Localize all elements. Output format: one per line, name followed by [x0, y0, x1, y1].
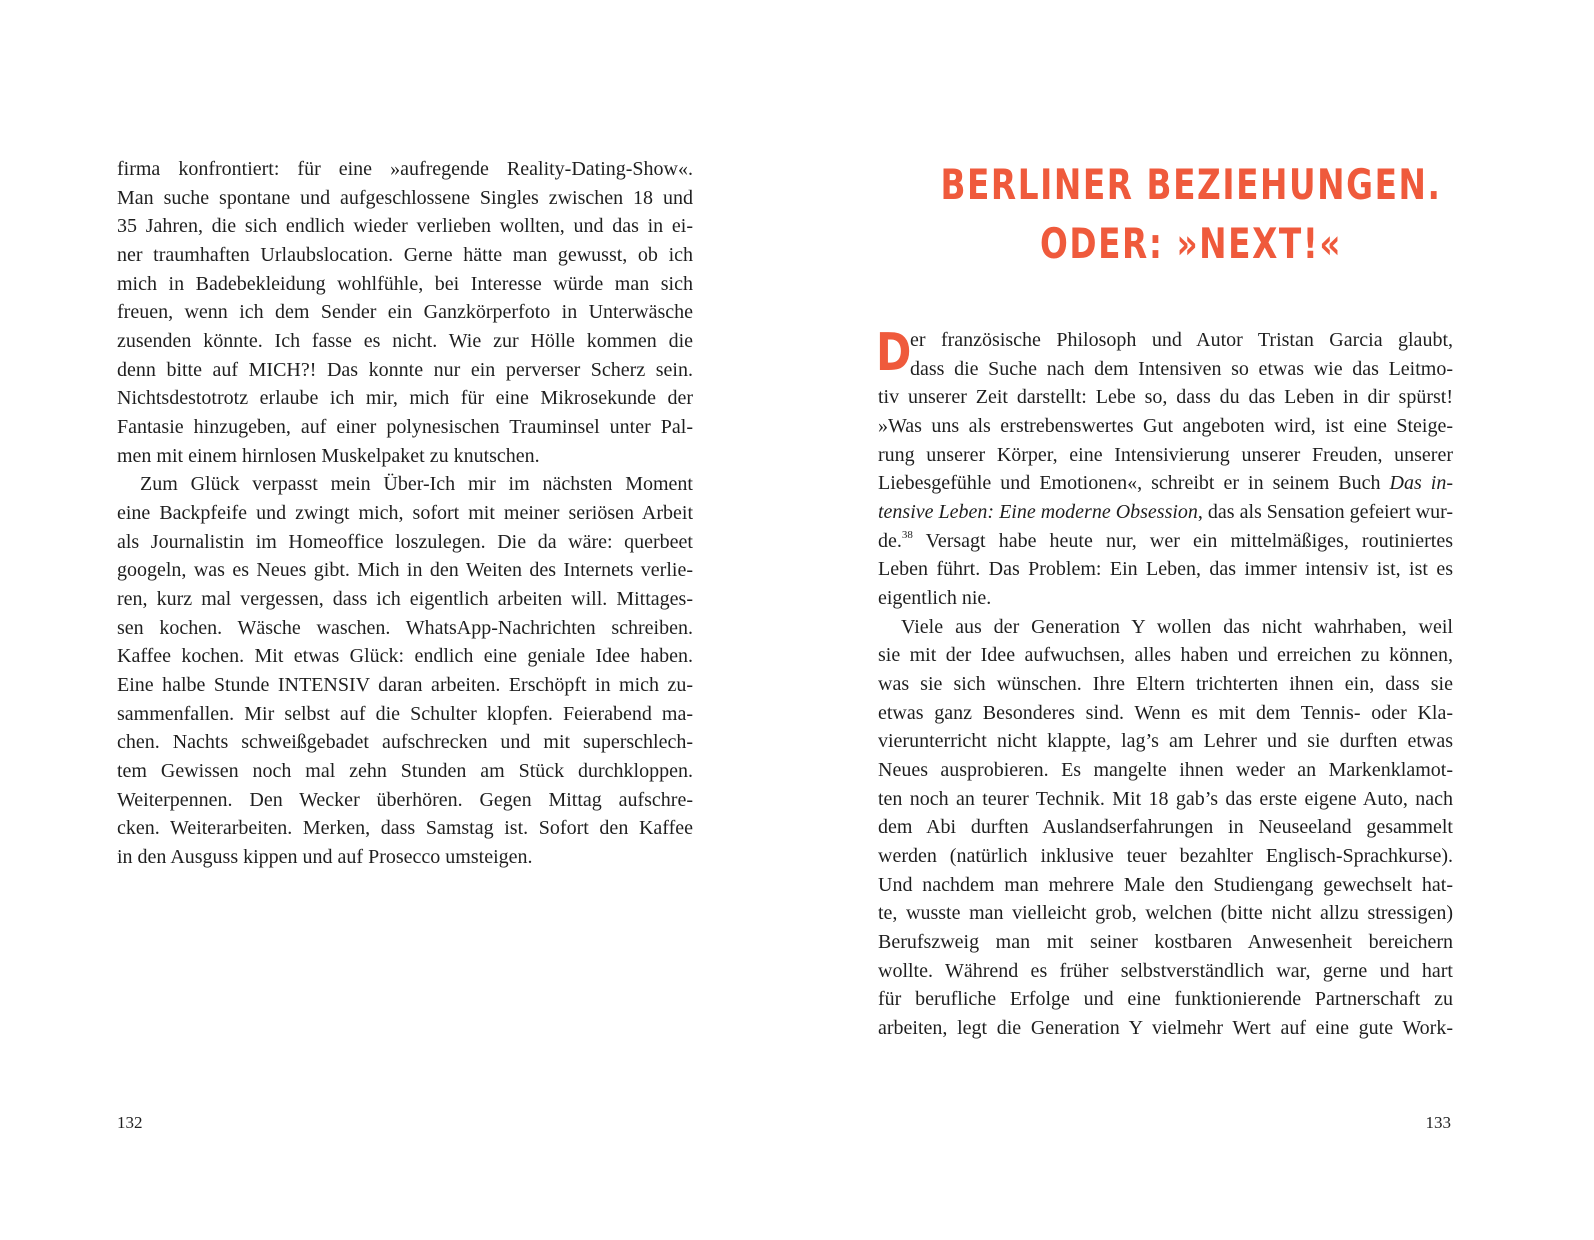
text-line: freuen, wenn ich dem Sender ein Ganzkörperfoto in Unterwäsche [117, 301, 693, 323]
page-number: 132 [117, 1113, 143, 1132]
text-line: eigentlich nie. [878, 587, 992, 609]
text-line: rung unserer Körper, eine Intensivierung unserer Freuden, unserer [878, 444, 1453, 466]
text-line: wollte. Während es früher selbstverständlich war, gerne und hart [878, 960, 1453, 982]
text-line: Eine halbe Stunde INTENSIV daran arbeiten. Erschöpft in mich zu- [117, 674, 693, 696]
text-line: zusenden könnte. Ich fasse es nicht. Wie zur Hölle kommen die [117, 330, 693, 352]
book-title: tensive Leben: Eine moderne Obsession [878, 501, 1198, 523]
text-line: sammenfallen. Mir selbst auf die Schulter klopfen. Feierabend ma- [117, 703, 693, 725]
text-line: 35 Jahren, die sich endlich wieder verlieben wollten, und das in ei- [117, 215, 693, 237]
text-line: dem Abi durften Auslandserfahrungen in Neuseeland gesammelt [878, 816, 1453, 838]
page-number: 133 [1425, 1113, 1451, 1132]
drop-cap: D [876, 323, 912, 383]
text-line: dass die Suche nach dem Intensiven so etwas wie das Leitmo- [910, 358, 1453, 380]
text-line: firma konfrontiert: für eine »aufregende Reality-Dating-Show«. [117, 158, 693, 180]
text-line: te, wusste man vielleicht grob, welchen (bitte nicht allzu stressigen) [878, 902, 1453, 924]
text-line: Neues ausprobieren. Es mangelte ihnen weder an Markenklamot- [878, 759, 1453, 781]
right-page [797, 0, 1594, 1240]
text-line: Kaffee kochen. Mit etwas Glück: endlich eine geniale Idee haben. [117, 645, 693, 667]
text-line: googeln, was es Neues gibt. Mich in den Weiten des Internets verlie- [117, 559, 693, 581]
text-line: chen. Nachts schweißgebadet aufschrecken und mit superschlech- [117, 731, 693, 753]
text-line: in den Ausguss kippen und auf Prosecco umsteigen. [117, 846, 533, 868]
text-line: etwas ganz Besonderes sind. Wenn es mit dem Tennis- oder Kla- [878, 702, 1453, 724]
text-line: Leben führt. Das Problem: Ein Leben, das immer intensiv ist, ist es [878, 558, 1453, 580]
text-line: cken. Weiterarbeiten. Merken, dass Samstag ist. Sofort den Kaffee [117, 817, 693, 839]
text-line: arbeiten, legt die Generation Y vielmehr Wert auf eine gute Work- [878, 1017, 1453, 1039]
text-line: für berufliche Erfolge und eine funktionierende Partnerschaft zu [878, 988, 1453, 1010]
text-line: ten noch an teurer Technik. Mit 18 gab’s das erste eigene Auto, nach [878, 788, 1453, 810]
footnote-reference: 38 [901, 529, 913, 541]
text-line: er französische Philosoph und Autor Tristan Garcia glaubt, [910, 329, 1453, 351]
text-line: mich in Badebekleidung wohlfühle, bei Interesse würde man sich [117, 273, 693, 295]
text-line: Fantasie hinzugeben, auf einer polynesischen Trauminsel unter Pal- [117, 416, 693, 438]
text-line: sen kochen. Wäsche waschen. WhatsApp-Nachrichten schreiben. [117, 617, 693, 639]
text-line: werden (natürlich inklusive teuer bezahlter Englisch-Sprachkurse). [878, 845, 1453, 867]
text-line: »Was uns als erstrebenswertes Gut angeboten wird, ist eine Steige- [878, 415, 1453, 437]
chapter-heading-line-1: BERLINER BEZIEHUNGEN. [940, 160, 1442, 209]
book-title: Das in- [1389, 472, 1453, 494]
text-segment: Versagt habe heute nur, wer ein mittelmäßiges, routiniertes [912, 530, 1453, 552]
text-line: was sie sich wünschen. Ihre Eltern trichterten ihnen ein, dass sie [878, 673, 1453, 695]
text-segment: de. [878, 530, 902, 552]
text-line: men mit einem hirnlosen Muskelpaket zu knutschen. [117, 445, 540, 467]
text-line: tem Gewissen noch mal zehn Stunden am Stück durchkloppen. [117, 760, 693, 782]
text-line [878, 498, 1453, 527]
text-line: Man suche spontane und aufgeschlossene Singles zwischen 18 und [117, 187, 693, 209]
text-line: Zum Glück verpasst mein Über-Ich mir im nächsten Moment [140, 473, 693, 495]
text-line: ren, kurz mal vergessen, dass ich eigentlich arbeiten will. Mittages- [117, 588, 693, 610]
text-line: eine Backpfeife und zwingt mich, sofort mit meiner seriösen Arbeit [117, 502, 693, 524]
text-line: vierunterricht nicht klappte, lag’s am Lehrer und sie durften etwas [878, 730, 1453, 752]
text-segment: Liebesgefühle und Emotionen«, schreibt er in seinem Buch [878, 472, 1390, 494]
text-line: sie mit der Idee aufwuchsen, alles haben und erreichen zu können, [878, 644, 1453, 666]
text-line [878, 469, 1453, 498]
text-line: tiv unserer Zeit darstellt: Lebe so, dass du das Leben in dir spürst! [878, 386, 1453, 408]
text-line: als Journalistin im Homeoffice loszulegen. Die da wäre: querbeet [117, 531, 693, 553]
text-segment: , das als Sensation gefeiert wur- [1197, 501, 1453, 523]
text-line: ner traumhaften Urlaubslocation. Gerne hätte man gewusst, ob ich [117, 244, 693, 266]
text-line: denn bitte auf MICH?! Das konnte nur ein perverser Scherz sein. [117, 359, 693, 381]
text-line: Nichtsdestotrotz erlaube ich mir, mich für eine Mikrosekunde der [117, 387, 693, 409]
chapter-heading-line-2: ODER: »NEXT!« [1039, 219, 1343, 268]
text-line: Weiterpennen. Den Wecker überhören. Gegen Mittag aufschre- [117, 789, 693, 811]
text-line: Berufszweig man mit seiner kostbaren Anwesenheit bereichern [878, 931, 1453, 953]
text-line: Viele aus der Generation Y wollen das nicht wahrhaben, weil [901, 616, 1453, 638]
text-line: Und nachdem man mehrere Male den Studiengang gewechselt hat- [878, 874, 1453, 896]
text-line [878, 527, 1453, 556]
